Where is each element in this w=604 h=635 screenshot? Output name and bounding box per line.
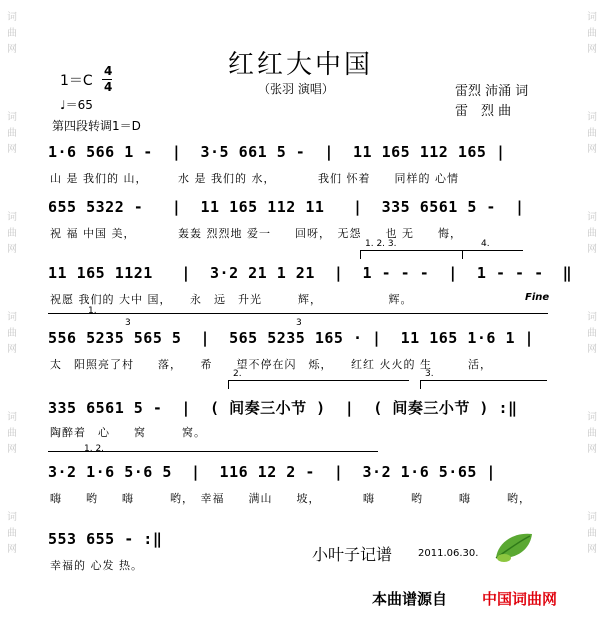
volta-label: 2. xyxy=(233,369,242,379)
volta-label: 1. 2. 3. xyxy=(365,239,397,249)
watermark-text: 词曲网 xyxy=(7,412,17,455)
lyrics-line: 太 阳照亮了村 落， 希 望不停在闪 烁， 红红 火火的 生 活， xyxy=(50,358,492,371)
watermark-text: 词曲网 xyxy=(587,512,597,555)
notation-line: 553 655 - :‖ xyxy=(48,530,163,548)
tempo: ♩＝65 xyxy=(60,98,93,112)
notation-line: 1·6 566 1 - | 3·5 661 5 - | 11 165 112 165 | xyxy=(48,143,506,161)
composer: 雷 烈 曲 xyxy=(455,104,512,119)
watermark-text: 词曲网 xyxy=(587,312,597,355)
volta-bracket xyxy=(462,239,523,259)
watermark-text: 词曲网 xyxy=(7,312,17,355)
notation-line: 11 165 1121 | 3·2 21 1 21 | 1 - - - | 1 - - - ‖ xyxy=(48,264,573,282)
key-signature: 1＝C xyxy=(60,73,93,89)
lyricist: 雷烈 沛涌 词 xyxy=(455,84,529,99)
leaf-icon xyxy=(490,528,538,564)
watermark-text: 词曲网 xyxy=(7,12,17,55)
volta-bracket xyxy=(360,239,477,259)
time-signature-top: 4 xyxy=(104,64,113,78)
watermark-text: 词曲网 xyxy=(587,12,597,55)
volta-bracket xyxy=(48,444,378,454)
volta-label: 1. xyxy=(88,306,97,316)
notation-line: 3·2 1·6 5·6 5 | 116 12 2 - | 3·2 1·6 5·65 | xyxy=(48,463,496,481)
lyrics-line: 嗨 哟 嗨 哟， 幸福 满山 坡， 嗨 哟 嗨 哟， xyxy=(50,492,531,505)
performer: （张羽 演唱） xyxy=(258,82,334,96)
watermark-text: 词曲网 xyxy=(587,112,597,155)
lyrics-line: 祝 福 中国 美， 轰轰 烈烈地 爱一 回呀， 无怨 也 无 悔， xyxy=(50,227,462,240)
modulation-note: 第四段转调1＝D xyxy=(52,119,141,133)
lyrics-line: 幸福的 心发 热。 xyxy=(50,559,143,572)
lyrics-line: 陶醉着 心 窝 窝。 xyxy=(50,426,206,439)
watermark-text: 词曲网 xyxy=(587,412,597,455)
recorder-signature: 小叶子记谱 xyxy=(312,545,393,564)
volta-label: 4. xyxy=(481,239,490,249)
watermark-text: 词曲网 xyxy=(587,212,597,255)
volta-label: 3. xyxy=(425,369,434,379)
watermark-text: 词曲网 xyxy=(7,212,17,255)
volta-bracket xyxy=(420,369,547,389)
volta-label: 1. 2. xyxy=(84,444,105,454)
song-title: 红红大中国 xyxy=(228,50,374,80)
notation-line: 556 5235 565 5 | 565 5235 165 · | 11 165 1·6 1 | xyxy=(48,329,535,347)
record-date: 2011.06.30. xyxy=(418,548,479,559)
notation-line: 335 6561 5 - | ( 间奏三小节 ) | ( 间奏三小节 ) :‖ xyxy=(48,399,518,417)
lyrics-line: 祝愿 我们的 大中 国， 永 远 升光 辉， 辉。 xyxy=(50,293,413,306)
triplet-mark: 3 xyxy=(296,318,302,328)
time-signature-bottom: 4 xyxy=(104,80,113,94)
lyrics-line: 山 是 我们的 山， 水 是 我们的 水， 我们 怀着 同样的 心情 xyxy=(50,172,459,185)
source-site: 中国词曲网 xyxy=(482,590,558,608)
watermark-text: 词曲网 xyxy=(7,112,17,155)
volta-bracket xyxy=(228,369,409,389)
triplet-mark: 3 xyxy=(125,318,131,328)
fine-mark: Fine xyxy=(525,292,550,303)
volta-bracket xyxy=(48,306,548,316)
watermark-text: 词曲网 xyxy=(7,512,17,555)
notation-line: 655 5322 - | 11 165 112 11 | 335 6561 5 - | xyxy=(48,198,525,216)
source-label: 本曲谱源自 xyxy=(372,590,448,608)
